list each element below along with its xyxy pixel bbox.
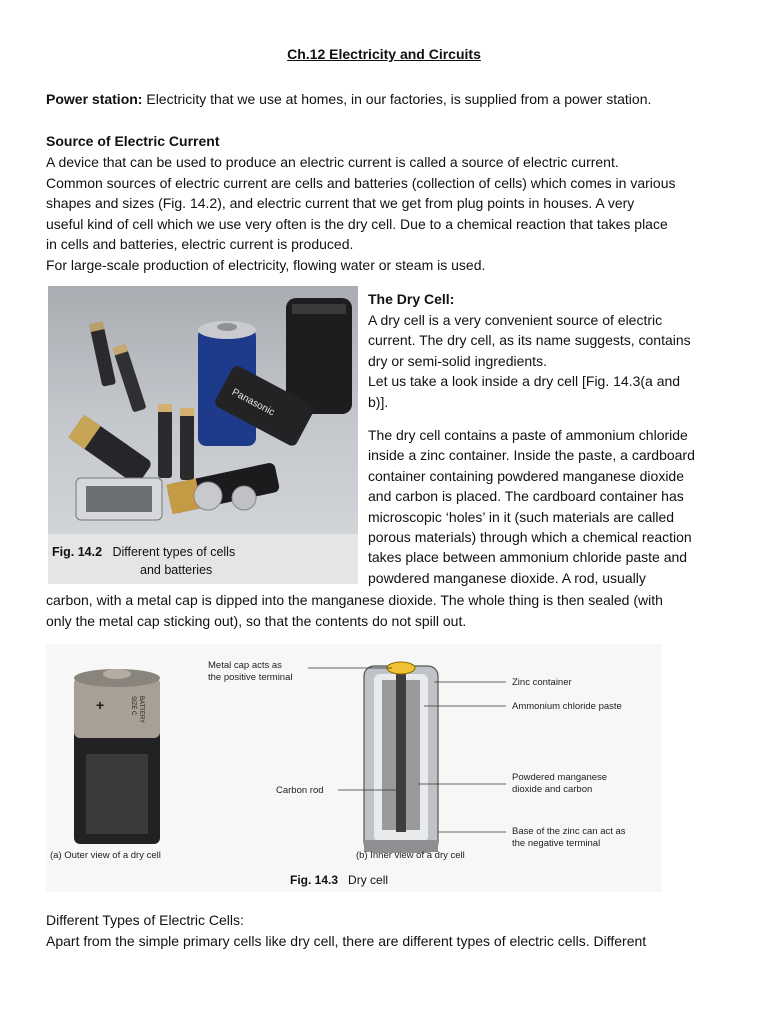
dry-cell-line: microscopic ‘holes’ in it (such materials are called xyxy=(368,508,675,525)
fig3-caption xyxy=(290,873,388,887)
batteries-photo xyxy=(48,286,358,584)
power-station-label: Power station: xyxy=(46,91,143,107)
dry-cell-line: current. The dry cell, as its name suggests, contains xyxy=(368,332,691,349)
svg-text:+: + xyxy=(96,697,105,713)
dry-cell-paragraph-1 xyxy=(368,310,728,412)
dry-cell-line: A dry cell is a very convenient source of electric xyxy=(368,312,663,328)
dry-cell-line: porous materials) through which a chemical reaction xyxy=(368,529,692,546)
source-line: Common sources of electric current are cells and batteries (collection of cells) which comes in various xyxy=(46,174,676,191)
zinc-label: Zinc container xyxy=(512,677,572,688)
dry-cell-line: Let us take a look inside a dry cell [Fig. 14.3(a and xyxy=(368,373,681,390)
ammonium-label: Ammonium chloride paste xyxy=(512,701,622,712)
cell-types-section xyxy=(46,910,736,951)
cell-size-text: SIZE C xyxy=(130,696,136,716)
metal-cap-label-2: the positive terminal xyxy=(208,672,293,683)
cell-battery-text: BATTERY xyxy=(138,696,144,724)
continuation-line: only the metal cap sticking out), so that the contents do not spill out. xyxy=(46,612,467,629)
continuation-line: carbon, with a metal cap is dipped into the manganese dioxide. The whole thing is then sealed (with xyxy=(46,592,663,608)
dry-cell-line: inside a zinc container. Inside the paste, a cardboard xyxy=(368,447,695,464)
dry-cell-line: container containing powdered manganese dioxide xyxy=(368,467,684,484)
manganese-label-1: Powdered manganese xyxy=(512,772,608,783)
source-line: useful kind of cell which we use very often is the dry cell. Due to a chemical reaction that takes place xyxy=(46,215,668,232)
cell-types-heading: Different Types of Electric Cells: xyxy=(46,912,244,928)
dry-cell-line: and carbon is placed. The cardboard container has xyxy=(368,488,684,505)
metal-cap-label-1: Metal cap acts as xyxy=(208,660,282,671)
inner-view-caption: (b) Inner view of a dry cell xyxy=(356,850,465,861)
dry-cell-paragraph-2 xyxy=(368,425,728,588)
fig2-caption-line1: Different types of cells xyxy=(112,545,236,559)
dry-cell-line: The dry cell contains a paste of ammonium chloride xyxy=(368,427,688,443)
base-label-1: Base of the zinc can act as xyxy=(512,826,626,837)
source-line: shapes and sizes (Fig. 14.2), and electric current that we get from plug points in houses. A very xyxy=(46,195,635,211)
outer-dry-cell xyxy=(74,669,160,844)
cell-types-line: Apart from the simple primary cells like dry cell, there are different types of electric cells. Different xyxy=(46,932,647,949)
fig2-label: Fig. 14.2 xyxy=(52,545,103,559)
outer-view-caption: (a) Outer view of a dry cell xyxy=(50,850,161,861)
inner-dry-cell xyxy=(364,662,438,852)
dry-cell-heading: The Dry Cell: xyxy=(368,291,455,307)
manganese-label-2: dioxide and carbon xyxy=(512,784,593,795)
fig2-caption xyxy=(52,543,352,579)
carbon-rod-label: Carbon rod xyxy=(276,785,324,796)
page-title: Ch.12 Electricity and Circuits xyxy=(287,46,481,62)
base-label-2: the negative terminal xyxy=(512,838,601,849)
source-line: A device that can be used to produce an electric current is called a source of electric current. xyxy=(46,154,619,170)
fig3-label: Fig. 14.3 xyxy=(290,873,339,887)
dry-cell-line: b)]. xyxy=(368,393,389,410)
source-line: in cells and batteries, electric current is produced. xyxy=(46,236,354,252)
fig2-caption-line2: and batteries xyxy=(140,563,213,577)
source-heading: Source of Electric Current xyxy=(46,133,220,149)
power-station-paragraph xyxy=(46,89,736,110)
fig3-caption-text: Dry cell xyxy=(348,873,389,887)
source-line: For large-scale production of electricity, flowing water or steam is used. xyxy=(46,256,486,273)
dry-cell-continuation xyxy=(46,590,736,631)
dry-cell-line: powdered manganese dioxide. A rod, usually xyxy=(368,569,646,586)
power-station-text: Electricity that we use at homes, in our factories, is supplied from a power station. xyxy=(142,91,652,107)
dry-cell-line: dry or semi-solid ingredients. xyxy=(368,352,547,369)
dry-cell-figure xyxy=(46,644,662,892)
panasonic-brand-text: Panasonic xyxy=(229,386,277,419)
dry-cell-line: takes place between ammonium chloride paste and xyxy=(368,549,688,566)
source-paragraph xyxy=(46,152,731,275)
